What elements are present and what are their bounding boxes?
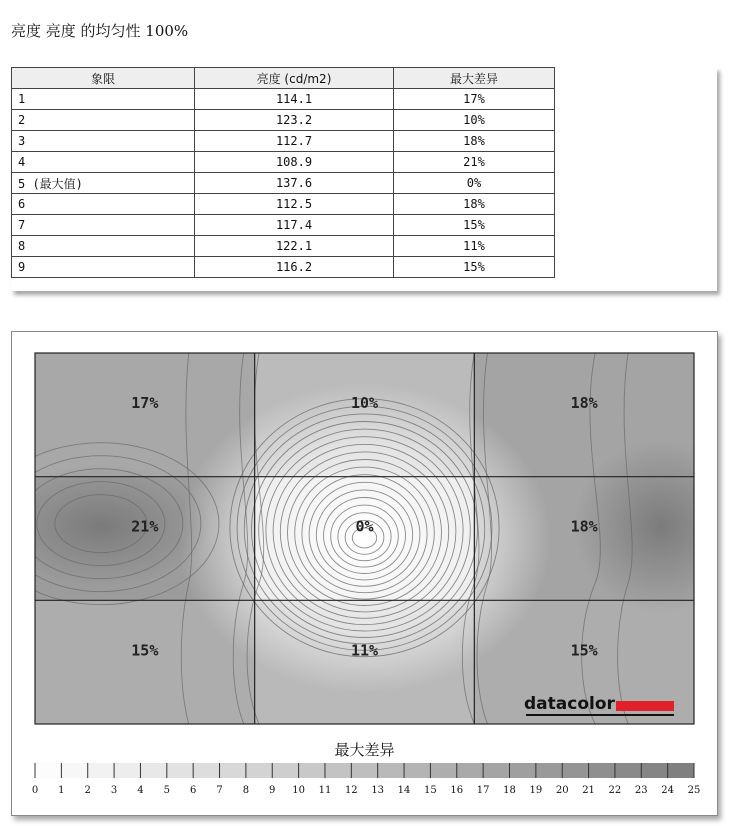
legend-tick-label: 21 — [582, 785, 595, 796]
cell-max-diff: 11% — [394, 236, 555, 257]
cell-luminance: 117.4 — [195, 215, 394, 236]
cell-quadrant: 6 — [12, 194, 195, 215]
cell-value-label: 0% — [355, 517, 374, 536]
cell-value-label: 18% — [570, 517, 598, 536]
cell-max-diff: 17% — [394, 89, 555, 110]
legend-swatch — [167, 763, 193, 778]
legend-tick-label: 1 — [58, 785, 65, 796]
table-row — [12, 131, 555, 152]
cell-max-diff: 15% — [394, 257, 555, 278]
legend-swatch — [562, 763, 588, 778]
logo-underline — [526, 714, 674, 716]
table-row — [12, 173, 555, 194]
table-row — [12, 236, 555, 257]
cell-quadrant: 2 — [12, 110, 195, 131]
legend-tick-label: 4 — [137, 785, 144, 796]
legend-swatch — [509, 763, 535, 778]
legend-swatch — [457, 763, 483, 778]
luminance-table-container — [11, 67, 717, 291]
cell-luminance: 123.2 — [195, 110, 394, 131]
legend-swatch — [246, 763, 272, 778]
legend-swatch — [61, 763, 87, 778]
table-row — [12, 152, 555, 173]
legend-swatch — [641, 763, 667, 778]
legend-tick-label: 12 — [344, 785, 358, 796]
cell-max-diff: 18% — [394, 194, 555, 215]
cell-value-label: 10% — [350, 394, 379, 412]
legend-swatch — [668, 763, 694, 778]
cell-luminance: 112.7 — [195, 131, 394, 152]
cell-max-diff: 18% — [394, 131, 555, 152]
cell-value-label: 15% — [131, 641, 159, 660]
legend-swatch — [88, 763, 114, 778]
legend-swatch — [299, 763, 325, 778]
legend-tick-label: 16 — [450, 785, 464, 796]
cell-value-label: 18% — [570, 394, 598, 412]
datacolor-logo — [524, 694, 684, 718]
legend-swatch — [193, 763, 219, 778]
logo-text: datacolor — [524, 694, 615, 714]
legend-tick-label: 25 — [687, 785, 701, 796]
legend-swatch — [220, 763, 246, 778]
table-row — [12, 110, 555, 131]
cell-max-diff: 0% — [394, 173, 555, 194]
legend-tick-label: 17 — [476, 785, 490, 796]
column-header-quadrant: 象限 — [12, 68, 195, 89]
table-row — [12, 89, 555, 110]
legend-tick-label: 7 — [216, 785, 223, 796]
legend-swatch — [325, 763, 351, 778]
legend-swatch — [140, 763, 166, 778]
cell-luminance: 114.1 — [195, 89, 394, 110]
cell-max-diff: 10% — [394, 110, 555, 131]
cell-quadrant: 1 — [12, 89, 195, 110]
legend-swatch — [114, 763, 140, 778]
table-row — [12, 194, 555, 215]
cell-value-label: 11% — [350, 641, 379, 660]
table-row — [12, 257, 555, 278]
legend-swatch — [536, 763, 562, 778]
cell-luminance: 137.6 — [195, 173, 394, 194]
legend-tick-label: 19 — [529, 785, 543, 796]
cell-luminance: 108.9 — [195, 152, 394, 173]
legend-tick-label: 18 — [503, 785, 516, 796]
column-header-max-diff: 最大差异 — [394, 68, 555, 89]
legend-swatch — [272, 763, 298, 778]
cell-quadrant: 5 (最大值) — [12, 173, 195, 194]
cell-quadrant: 4 — [12, 152, 195, 173]
cell-value-label: 15% — [570, 641, 598, 660]
cell-value-label: 21% — [131, 517, 159, 536]
cell-luminance: 122.1 — [195, 236, 394, 257]
legend-tick-label: 22 — [608, 785, 622, 796]
legend-tick-label: 24 — [661, 785, 675, 796]
legend-swatch — [404, 763, 430, 778]
legend-tick-label: 3 — [110, 785, 118, 796]
luminance-table — [11, 67, 555, 278]
cell-quadrant: 9 — [12, 257, 195, 278]
cell-luminance: 116.2 — [195, 257, 394, 278]
legend-tick-label: 0 — [31, 785, 39, 796]
cell-quadrant: 7 — [12, 215, 195, 236]
legend-tick-label: 23 — [634, 785, 648, 796]
legend-swatch — [378, 763, 404, 778]
column-header-luminance: 亮度 (cd/m2) — [195, 68, 394, 89]
legend-swatch — [589, 763, 615, 778]
legend-tick-label: 13 — [371, 785, 385, 796]
cell-luminance: 112.5 — [195, 194, 394, 215]
cell-max-diff: 21% — [394, 152, 555, 173]
legend-tick-label: 8 — [242, 785, 250, 796]
legend-tick-label: 15 — [424, 785, 437, 796]
uniformity-chart-panel — [11, 331, 718, 816]
legend-swatch — [351, 763, 377, 778]
table-row — [12, 215, 555, 236]
table-header-row — [12, 68, 555, 89]
legend-tick-label: 20 — [555, 785, 569, 796]
cell-quadrant: 3 — [12, 131, 195, 152]
legend-swatch — [430, 763, 456, 778]
legend-tick-label: 2 — [84, 785, 91, 796]
legend-tick-label: 11 — [318, 785, 332, 796]
cell-value-label: 17% — [131, 394, 159, 412]
legend-swatch — [483, 763, 509, 778]
legend-tick-label: 6 — [189, 785, 197, 796]
legend-tick-label: 10 — [292, 785, 305, 796]
logo-red-bar — [616, 701, 674, 711]
legend-tick-label: 14 — [397, 785, 411, 796]
cell-quadrant: 8 — [12, 236, 195, 257]
legend-title: 最大差异 — [334, 741, 395, 759]
legend-swatch — [35, 763, 61, 778]
cell-max-diff: 15% — [394, 215, 555, 236]
legend-tick-label: 9 — [269, 785, 276, 796]
legend-tick-label: 5 — [163, 785, 170, 796]
legend-swatch — [615, 763, 641, 778]
page-title: 亮度 亮度 的均匀性 100% — [11, 22, 189, 40]
